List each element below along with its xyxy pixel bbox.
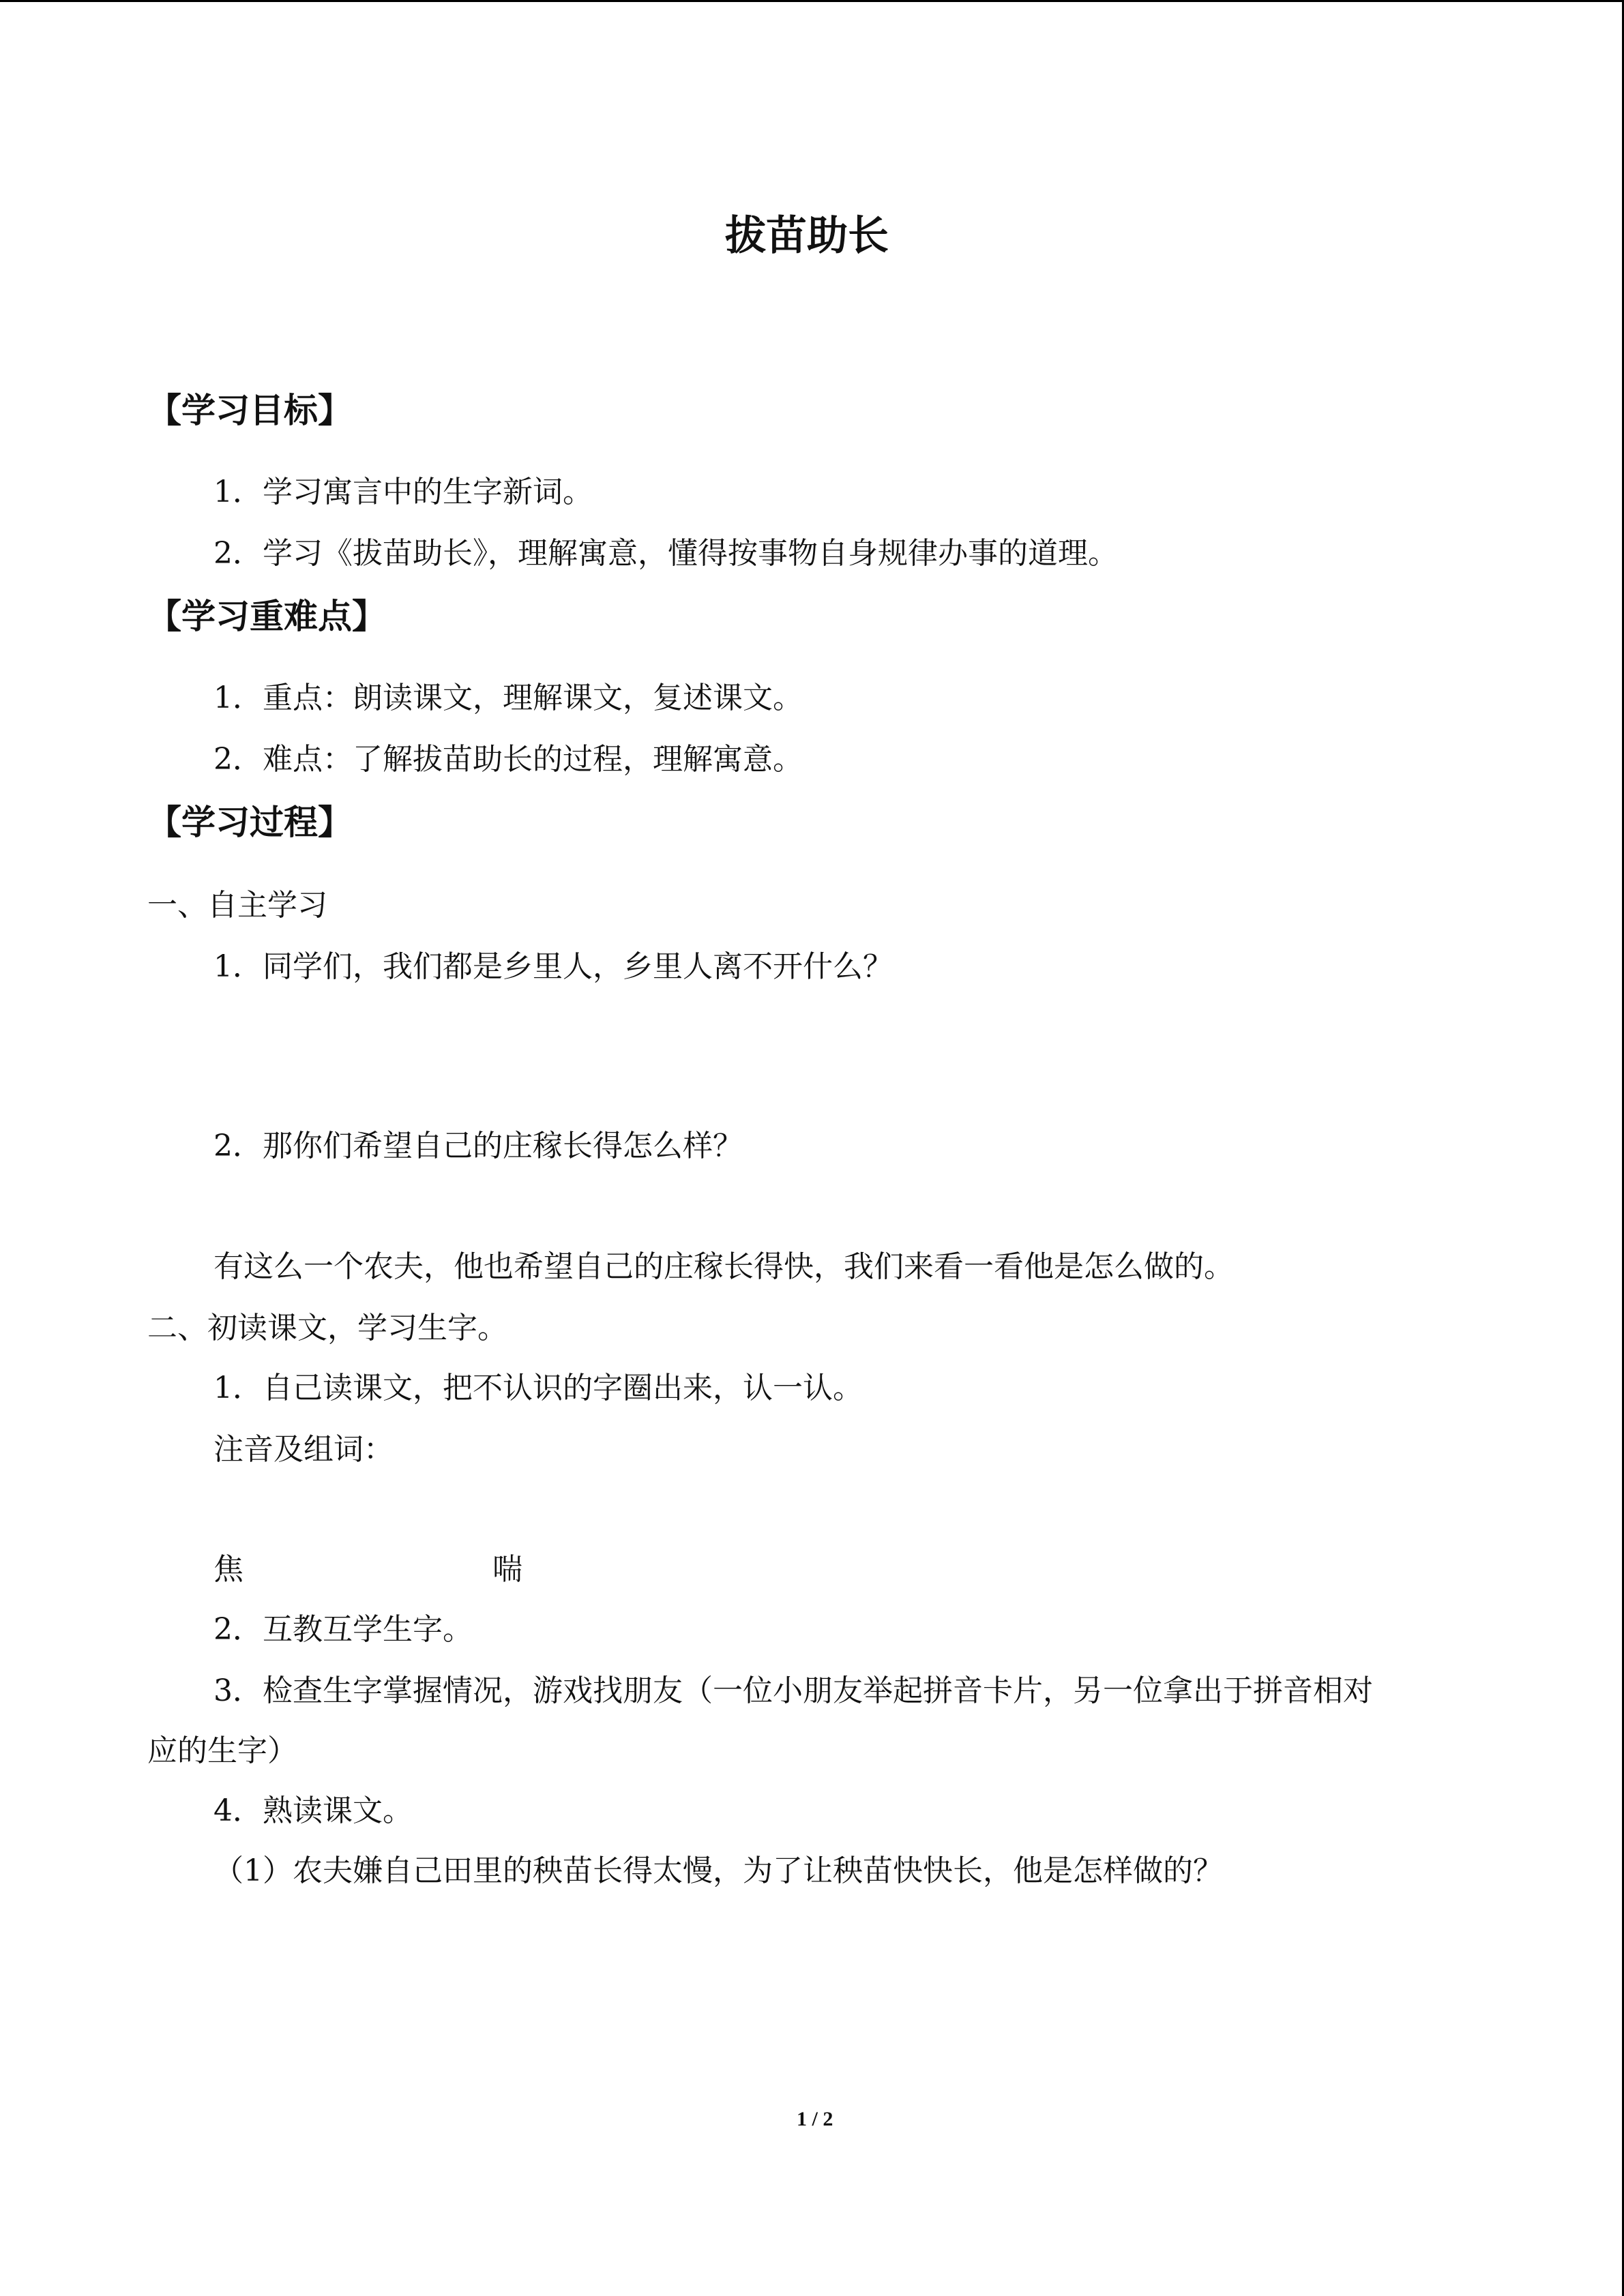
heading-process: 【学习过程】 — [147, 803, 352, 842]
section1-intro: 有这么一个农夫，他也希望自己的庄稼长得快，我们来看一看他是怎么做的。 — [213, 1249, 1234, 1284]
section2-step-3-line1: 3．检查生字掌握情况，游戏找朋友（一位小朋友举起拼音卡片，另一位拿出于拼音相对 — [213, 1673, 1373, 1708]
section2-step-4-question-1: （1）农夫嫌自己田里的秧苗长得太慢，为了让秧苗快快长，他是怎样做的？ — [213, 1853, 1223, 1888]
section2-title: 二、初读课文，学习生字。 — [147, 1311, 507, 1345]
page-number: 1 / 2 — [797, 2108, 833, 2130]
section2-step-3-line2: 应的生字） — [147, 1733, 297, 1768]
vocab-char-2: 喘 — [492, 1552, 522, 1587]
heading-objectives: 【学习目标】 — [147, 391, 352, 430]
section2-step-1: 1．自己读课文，把不认识的字圈出来，认一认。 — [213, 1371, 863, 1405]
section2-step-4: 4．熟读课文。 — [213, 1793, 413, 1828]
key-point-item-1: 1．重点：朗读课文，理解课文，复述课文。 — [213, 681, 803, 715]
section1-title: 一、自主学习 — [147, 888, 327, 923]
page-title: 拔苗助长 — [725, 212, 889, 260]
section1-question-2: 2．那你们希望自己的庄稼长得怎么样？ — [213, 1129, 743, 1163]
heading-key-points: 【学习重难点】 — [147, 597, 386, 636]
objective-item-1: 1．学习寓言中的生字新词。 — [213, 475, 593, 509]
key-point-item-2: 2．难点：了解拔苗助长的过程，理解寓意。 — [213, 742, 803, 777]
vocab-char-1: 焦 — [213, 1552, 243, 1587]
objective-item-2: 2．学习《拔苗助长》，理解寓意，懂得按事物自身规律办事的道理。 — [213, 536, 1118, 571]
section1-question-1: 1．同学们，我们都是乡里人，乡里人离不开什么？ — [213, 949, 893, 984]
page-border-top — [0, 0, 1624, 2]
pinyin-label: 注音及组词： — [213, 1432, 394, 1467]
section2-step-2: 2．互教互学生字。 — [213, 1612, 473, 1647]
